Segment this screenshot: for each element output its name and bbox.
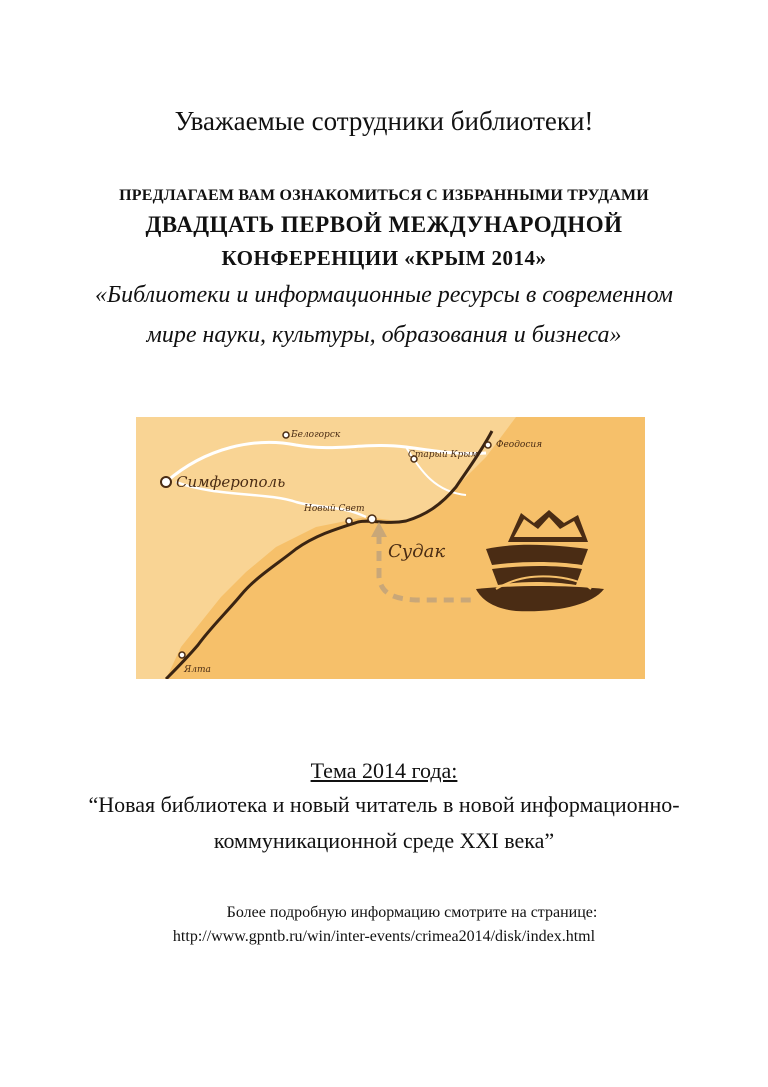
more-info-url-link[interactable]: http://www.gpntb.ru/win/inter-events/crimea2014/disk/index.html — [172, 928, 596, 945]
map-label-novy-svet: Новый Свет — [304, 504, 365, 514]
city-marker-feodosia — [485, 442, 491, 448]
offer-text: ПРЕДЛАГАЕМ ВАМ ОЗНАКОМИТЬСЯ С ИЗБРАННЫМИ ТРУДАМИ — [119, 187, 649, 204]
map-label-sudak: Судак — [388, 541, 446, 562]
conference-subtitle-line2: мире науки, культуры, образования и бизнеса» — [146, 322, 622, 348]
city-marker-belogorsk — [283, 432, 289, 438]
theme-text-line1: “Новая библиотека и новый читатель в новой информационно- — [88, 792, 680, 817]
city-marker-novy-svet — [346, 518, 352, 524]
theme-label: Тема 2014 года: — [310, 758, 458, 783]
more-info-text: Более подробную информацию смотрите на странице: — [226, 904, 598, 921]
greeting-heading: Уважаемые сотрудники библиотеки! — [174, 106, 594, 136]
map-label-stary-krym: Старый Крым — [408, 450, 479, 460]
theme-text-line2: коммуникационной среде XXI века” — [213, 828, 555, 853]
map-label-simferopol: Симферополь — [176, 473, 286, 491]
city-marker-simferopol — [161, 477, 171, 487]
conference-title-line1: ДВАДЦАТЬ ПЕРВОЙ МЕЖДУНАРОДНОЙ — [145, 212, 623, 237]
conference-subtitle-line1: «Библиотеки и информационные ресурсы в современном — [95, 282, 673, 308]
map-label-yalta: Ялта — [184, 665, 211, 675]
crimea-map — [136, 417, 645, 679]
map-label-feodosia: Феодосия — [496, 440, 543, 450]
city-marker-sudak — [368, 515, 376, 523]
city-marker-yalta — [179, 652, 185, 658]
conference-title-line2: КОНФЕРЕНЦИИ «КРЫМ 2014» — [221, 246, 547, 270]
map-label-belogorsk: Белогорск — [291, 430, 341, 440]
